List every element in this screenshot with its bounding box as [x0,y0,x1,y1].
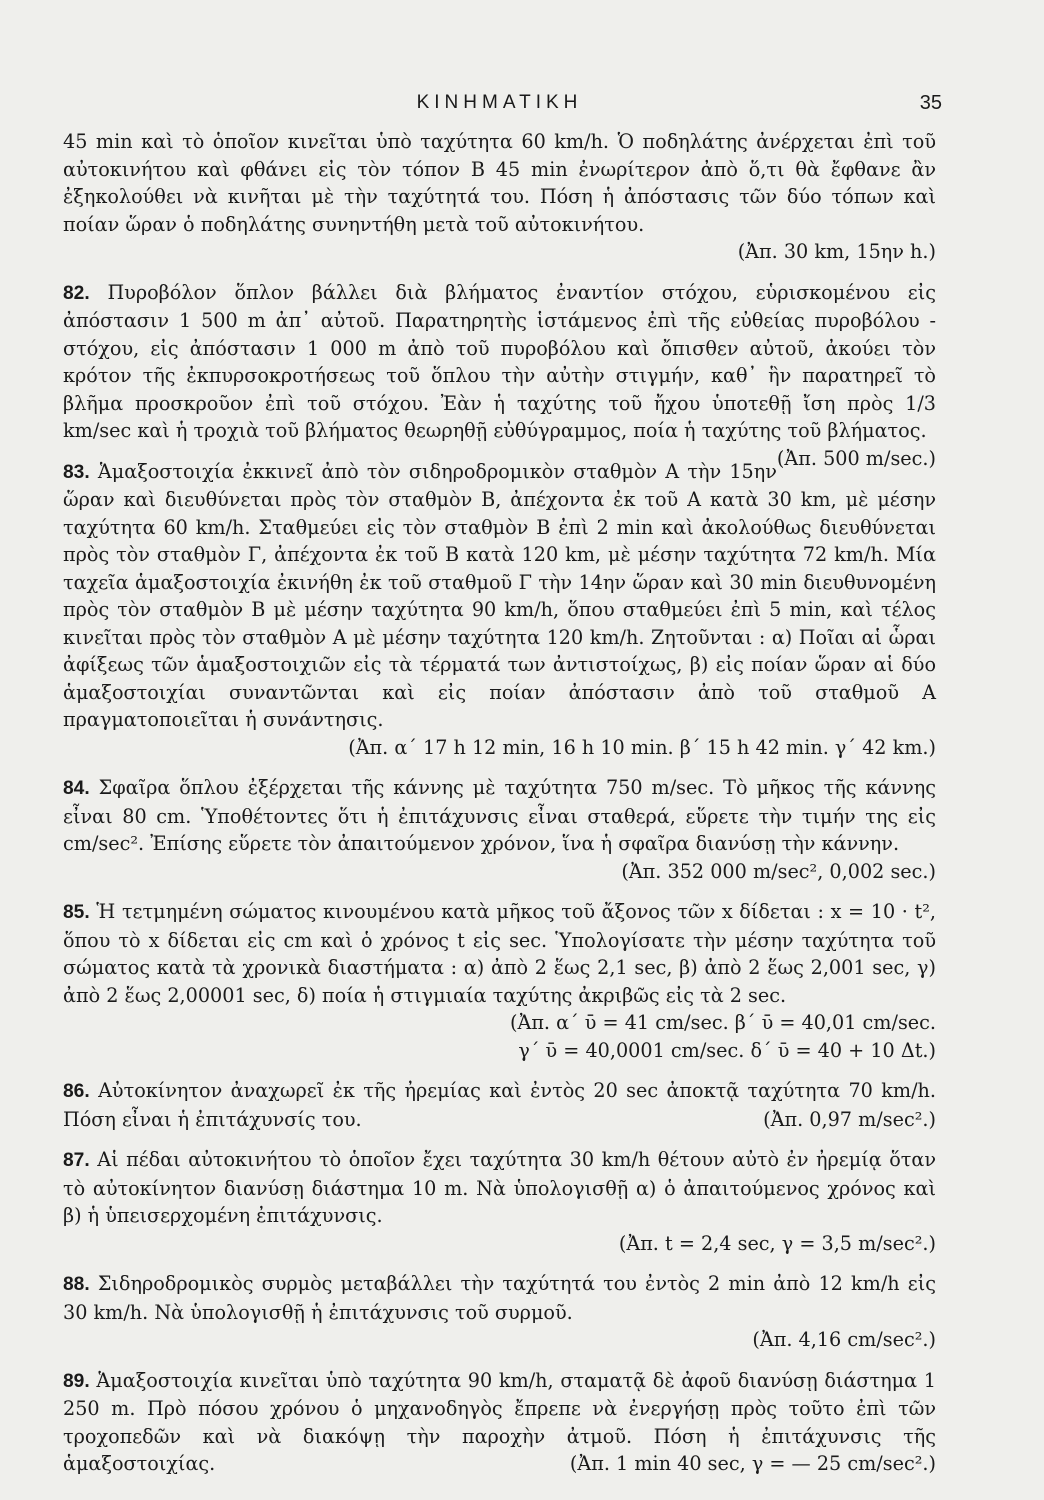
problem-number: 82. [63,282,90,304]
problem-text: Ἁμαξοστοιχία ἐκκινεῖ ἀπὸ τὸν σιδηροδρομικὸν σταθμὸν Α τὴν 15ην ὥραν καὶ διευθύνεται πρὸς τὸν σταθμὸν Β, ἀπέχοντα ἐκ τοῦ Α κατὰ 30 km, μὲ μέσην ταχύτητα 60 km/h. Σταθμεύει εἰς τὸν σταθμὸν Β ἐπὶ 2 min καὶ ἀκολούθως διευθύνεται πρὸς τὸν σταθμὸν Γ, ἀπέχοντα ἐκ τοῦ Β κατὰ 120 km, μὲ μέσην ταχύτητα 72 km/h. Μία ταχεῖα ἁμαξοστοιχία ἐκινήθη ἐκ τοῦ σταθμοῦ Γ τὴν 14ην ὥραν καὶ 30 min διευθυνομένη πρὸς τὸν σταθμὸν Β μὲ μέσην ταχύτητα 90 km/h, ὅπου σταθμεύει ἐπὶ 5 min, καὶ τέλος κινεῖται πρὸς τὸν σταθμὸν Α μὲ μέσην ταχύτητα 120 km/h. Ζητοῦνται : α) Ποῖαι αἱ ὧραι ἀφίξεως τῶν ἁμαξοστοιχιῶν εἰς τὰ τέρματά των ἀντιστοίχως, β) εἰς ποίαν ὥραν αἱ δύο ἁμαξοστοιχίαι συναντῶνται καὶ εἰς ποίαν ἀπόστασιν ἀπὸ τοῦ σταθμοῦ Α πραγματοποιεῖται ἡ συνάντησις. [63,459,936,731]
problem-86 [63,1077,936,1133]
problem-83 [63,458,936,762]
problem-number: 85. [63,902,90,923]
page-number: 35 [919,92,942,114]
header-title: ΚΙΝΗΜΑΤΙΚΗ [416,92,583,113]
running-head [63,92,942,128]
problem-text: Ἡ τετμημένη σώματος κινουμένου κατὰ μῆκος τοῦ ἄξονος τῶν x δίδεται : x = 10 · t², ὅπου τὸ x δίδεται εἰς cm καὶ ὁ χρόνος t εἰς sec. Ὑπολογίσατε τὴν μέσην ταχύτητα τοῦ σώματος κατὰ τὰ χρονικὰ διαστήματα : α) ἀπὸ 2 ἕως 2,1 sec, β) ἀπὸ 2 ἕως 2,001 sec, γ) ἀπὸ 2 ἕως 2,00001 sec, δ) ποία ἡ στιγμιαία ταχύτης ἀκριβῶς εἰς τὰ 2 sec. [63,900,936,1007]
problem-88 [63,1270,936,1354]
problem-text: Αὐτοκίνητον ἀναχωρεῖ ἐκ τῆς ἠρεμίας καὶ ἐντὸς 20 sec ἀποκτᾷ ταχύτητα 70 km/h. Πόση εἶναι ἡ ἐπιτάχυνσίς του. [63,1079,936,1131]
problem-89 [63,1367,936,1478]
problem-number: 84. [63,778,90,799]
problem-answer: (Ἀπ. 0,97 m/sec².) [763,1107,936,1131]
problem-answer: (Ἀπ. 500 m/sec.) [776,446,936,470]
problem-84 [63,774,936,885]
problem-answer: (Ἀπ. t = 2,4 sec, γ = 3,5 m/sec².) [618,1231,936,1255]
problem-85 [63,898,936,1064]
problem-text: Σφαῖρα ὅπλου ἐξέρχεται τῆς κάννης μὲ ταχύτητα 750 m/sec. Τὸ μῆκος τῆς κάννης εἶναι 80 cm. Ὑποθέτοντες ὅτι ἡ ἐπιτάχυνσις εἶναι σταθερά, εὕρετε τὴν τιμήν της εἰς cm/sec². Ἐπίσης εὕρετε τὸν ἀπαιτούμενον χρόνον, ἵνα ἡ σφαῖρα διανύσῃ τὴν κάννην. [63,776,936,855]
problem-number: 86. [63,1081,90,1102]
problem-text: Σιδηροδρομικὸς συρμὸς μεταβάλλει τὴν ταχύτητά του ἐντὸς 2 min ἀπὸ 12 km/h εἰς 30 km/h. Νὰ ὑπολογισθῇ ἡ ἐπιτάχυνσις τοῦ συρμοῦ. [63,1272,936,1324]
problem-number: 89. [63,1370,90,1392]
continuation-paragraph [63,128,936,266]
problem-answer: (Ἀπ. α΄ 17 h 12 min, 16 h 10 min. β΄ 15 h 42 min. γ΄ 42 km.) [348,735,936,759]
problem-number: 87. [63,1150,90,1171]
problem-text: Πυροβόλον ὅπλον βάλλει διὰ βλήματος ἐναντίον στόχου, εὑρισκομένου εἰς ἀπόστασιν 1 500 m ἀπ᾽ αὐτοῦ. Παρατηρητὴς ἱστάμενος ἐπὶ τῆς εὐθείας πυροβόλου - στόχου, εἰς ἀπόστασιν 1 000 m ἀπὸ τοῦ πυροβόλου καὶ ὄπισθεν αὐτοῦ, ἀκούει τὸν κρότον τῆς ἐκπυρσοκροτήσεως τοῦ ὅπλου τὴν αὐτὴν στιγμήν, καθ᾽ ἣν παρατηρεῖ τὸ βλῆμα προσκροῦον ἐπὶ τοῦ στόχου. Ἐὰν ἡ ταχύτης τοῦ ἤχου ὑποτεθῇ ἴση πρὸς 1/3 km/sec καὶ ἡ τροχιὰ τοῦ βλήματος θεωρηθῇ εὐθύγραμμος, ποία ἡ ταχύτης τοῦ βλήματος. [63,280,936,442]
problem-number: 88. [63,1274,90,1295]
problem-number: 83. [63,461,90,483]
problem-answer-line-2: γ΄ ῡ = 40,0001 cm/sec. δ΄ ῡ = 40 + 10 Δt.) [518,1038,936,1062]
problem-answer: (Ἀπ. 1 min 40 sec, γ = — 25 cm/sec².) [569,1452,936,1475]
problem-82 [63,279,936,470]
problem-text: Αἱ πέδαι αὐτοκινήτου τὸ ὁποῖον ἔχει ταχύτητα 30 km/h θέτουν αὐτὸ ἐν ἠρεμίᾳ ὅταν τὸ αὐτοκίνητον διανύσῃ διάστημα 10 m. Νὰ ὑπολογισθῇ α) ὁ ἀπαιτούμενος χρόνος καὶ β) ἡ ὑπεισερχομένη ἐπιτάχυνσις. [63,1148,936,1227]
page-body [63,128,936,1478]
problem-answer: (Ἀπ. α΄ ῡ = 41 cm/sec. β΄ ῡ = 40,01 cm/sec. [509,1011,936,1034]
continuation-answer: (Ἀπ. 30 km, 15ην h.) [737,240,936,263]
problem-87 [63,1146,936,1257]
problem-answer: (Ἀπ. 4,16 cm/sec².) [752,1328,936,1351]
problem-answer: (Ἀπ. 352 000 m/sec², 0,002 sec.) [621,859,936,883]
continuation-text: 45 min καὶ τὸ ὁποῖον κινεῖται ὑπὸ ταχύτητα 60 km/h. Ὁ ποδηλάτης ἀνέρχεται ἐπὶ τοῦ αὐτοκινήτου καὶ φθάνει εἰς τὸν τόπον Β 45 min ἐνωρίτερον ἀπὸ ὅ,τι θὰ ἔφθανε ἂν ἐξηκολούθει νὰ κινῆται μὲ τὴν ταχύτητά του. Πόση ἡ ἀπόστασις τῶν δύο τόπων καὶ ποίαν ὥραν ὁ ποδηλάτης συνηντήθη μετὰ τοῦ αὐτοκινήτου. [63,130,936,236]
problem-text: Ἁμαξοστοιχία κινεῖται ὑπὸ ταχύτητα 90 km/h, σταματᾷ δὲ ἀφοῦ διανύσῃ διάστημα 1 250 m. Πρὸ πόσου χρόνου ὁ μηχανοδηγὸς ἔπρεπε νὰ ἐνεργήσῃ πρὸς τοῦτο ἐπὶ τῶν τροχοπεδῶν καὶ νὰ διακόψῃ τὴν παροχὴν ἀτμοῦ. Πόση ἡ ἐπιτάχυνσις τῆς ἁμαξοστοιχίας. [63,1368,936,1475]
